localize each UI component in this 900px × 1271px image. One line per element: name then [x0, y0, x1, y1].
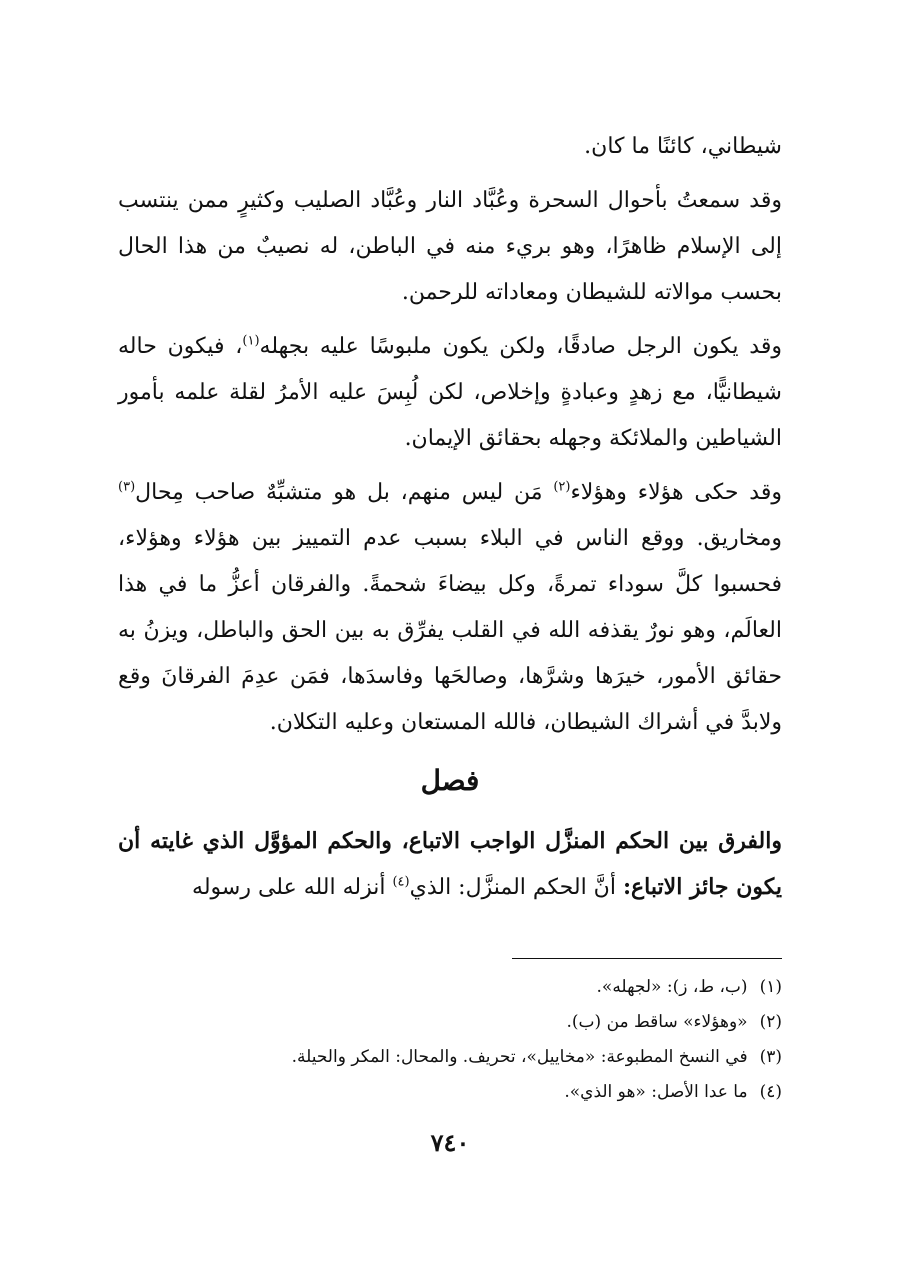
footnote-ref-3: (٣) — [118, 479, 136, 495]
page-number: ٧٤٠ — [430, 1128, 470, 1157]
section-text — [118, 818, 782, 911]
footnote-4 — [118, 1075, 782, 1110]
paragraph-4-text-b: مَن ليس منهم، بل هو متشبِّهٌ صاحب مِحال — [135, 480, 554, 505]
footnote-text: (ب، ط، ز): «لجهله». — [596, 977, 748, 997]
footnote-divider — [512, 958, 782, 959]
footnote-ref-2: (٢) — [553, 479, 571, 495]
footnote-3 — [118, 1040, 782, 1075]
body-text — [118, 124, 782, 746]
paragraph-3 — [118, 324, 782, 462]
paragraph-3-text-a: وقد يكون الرجل صادقًا، ولكن يكون ملبوسًا عليه بجهله — [259, 334, 782, 359]
footnote-number: (٢) — [759, 1012, 782, 1032]
section-paragraph — [118, 818, 782, 911]
footnote-2 — [118, 1005, 782, 1040]
footnote-number: (٤) — [759, 1082, 782, 1102]
section-text-b: أنَّ الحكم المنزَّل: الذي — [409, 875, 623, 900]
footnote-ref-4: (٤) — [392, 874, 410, 890]
footnote-number: (١) — [759, 977, 782, 997]
footnote-text: في النسخ المطبوعة: «مخاييل»، تحريف. والمحال: المكر والحيلة. — [291, 1047, 748, 1067]
footnotes — [118, 970, 782, 1110]
footnote-number: (٣) — [759, 1047, 782, 1067]
footnote-text: «وهؤلاء» ساقط من (ب). — [566, 1012, 748, 1032]
paragraph-3-text-b: ، فيكون حاله شيطانيًّا، مع زهدٍ وعبادةٍ وإخلاص، لكن لُبِسَ عليه الأمرُ لقلة علمه بأمور الشياطين والملائكة وجهله بحقائق الإيمان. — [118, 334, 782, 451]
section-text-a: والفرق بين الحكم المنزَّل الواجب الاتباع، والحكم المؤوَّل الذي غايته أن يكون جائز الاتباع: — [118, 828, 782, 900]
paragraph-4-text-c: ومخاريق. ووقع الناس في البلاء بسبب عدم التمييز بين هؤلاء وهؤلاء، فحسبوا كلَّ سوداء تمرةً، وكل بيضاءَ شحمةً. والفرقان أعزُّ ما في هذا العالَم، وهو نورٌ يقذفه الله في القلب يفرِّق به بين الحق والباطل، ويزنُ به حقائق الأمور، خيرَها وشرَّها، وصالحَها وفاسدَها، فمَن عدِمَ الفرقانَ وقع ولابدَّ في أشراك الشيطان، فالله المستعان وعليه التكلان. — [118, 526, 783, 735]
paragraph-4-text-a: وقد حكى هؤلاء وهؤلاء — [570, 480, 782, 505]
section-text-c: أنزله الله على رسوله — [192, 875, 393, 900]
footnote-ref-1: (١) — [242, 333, 260, 349]
paragraph-1: شيطاني، كائنًا ما كان. — [584, 134, 782, 159]
footnote-text: ما عدا الأصل: «هو الذي». — [564, 1082, 748, 1102]
footnote-1 — [118, 970, 782, 1005]
section-heading: فصل — [420, 764, 480, 797]
paragraph-2: وقد سمعتُ بأحوال السحرة وعُبَّاد النار وعُبَّاد الصليب وكثيرٍ ممن ينتسب إلى الإسلام ظاهرًا، وهو بريء منه في الباطن، له نصيبٌ من هذا الحال بحسب موالاته للشيطان ومعاداته للرحمن. — [118, 188, 782, 305]
paragraph-4 — [118, 470, 782, 746]
